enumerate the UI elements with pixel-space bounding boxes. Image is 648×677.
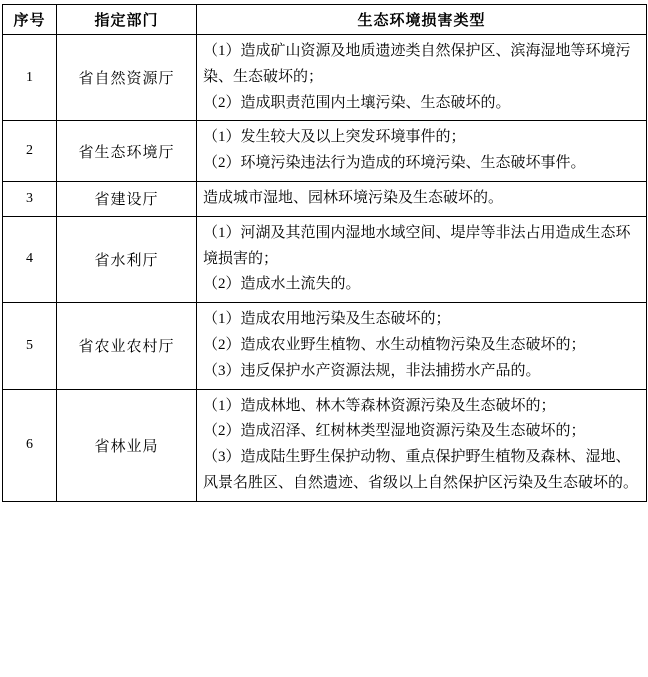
row-damage-types: [197, 303, 647, 389]
damage-item: （3）造成陆生野生保护动物、重点保护野生植物及森林、湿地、风景名胜区、自然遗迹、省级以上自然保护区污染及生态破坏的。: [203, 449, 639, 491]
row-department: 省建设厅: [57, 181, 197, 216]
row-department: 省水利厅: [57, 216, 197, 302]
row-department: 省农业农村厅: [57, 303, 197, 389]
table-row: [3, 216, 647, 302]
row-number: 2: [3, 121, 57, 182]
damage-item: （1）造成矿山资源及地质遗迹类自然保护区、滨海湿地等环境污染、生态破坏的；: [203, 43, 631, 85]
table-body: [3, 35, 647, 502]
row-damage-types: [197, 35, 647, 121]
ecological-damage-table: [2, 4, 647, 502]
table-header-row: [3, 5, 647, 35]
table-row: [3, 303, 647, 389]
row-number: 4: [3, 216, 57, 302]
table-row: [3, 389, 647, 501]
table-header: [3, 5, 647, 35]
table-row: [3, 181, 647, 216]
table-row: [3, 121, 647, 182]
damage-item: （2）环境污染违法行为造成的环境污染、生态破坏事件。: [203, 155, 586, 172]
damage-item: （2）造成沼泽、红树林类型湿地资源污染及生态破坏的；: [203, 423, 586, 440]
damage-item: 造成城市湿地、园林环境污染及生态破坏的。: [203, 189, 504, 206]
damage-item: （2）造成职责范围内土壤污染、生态破坏的。: [203, 94, 511, 111]
row-damage-types: [197, 121, 647, 182]
row-number: 5: [3, 303, 57, 389]
damage-item: （3）违反保护水产资源法规，非法捕捞水产品的。: [203, 362, 541, 379]
row-number: 6: [3, 389, 57, 501]
damage-item: （1）发生较大及以上突发环境事件的；: [203, 129, 466, 146]
row-department: 省生态环境厅: [57, 121, 197, 182]
row-department: 省林业局: [57, 389, 197, 501]
damage-item: （1）造成林地、林木等森林资源污染及生态破坏的；: [203, 397, 556, 414]
row-number: 3: [3, 181, 57, 216]
column-header-dept: 指定部门: [57, 5, 197, 35]
row-number: 1: [3, 35, 57, 121]
damage-item: （1）造成农用地污染及生态破坏的；: [203, 311, 451, 328]
table-row: [3, 35, 647, 121]
row-damage-types: [197, 389, 647, 501]
damage-item: （2）造成农业野生植物、水生动植物污染及生态破坏的；: [203, 336, 586, 353]
damage-item: （1）河湖及其范围内湿地水域空间、堤岸等非法占用造成生态环境损害的；: [203, 224, 631, 267]
row-damage-types: [197, 181, 647, 216]
row-department: 省自然资源厅: [57, 35, 197, 121]
row-damage-types: [197, 216, 647, 302]
damage-item: （2）造成水土流失的。: [203, 276, 361, 293]
column-header-type: 生态环境损害类型: [197, 5, 647, 35]
column-header-no: 序号: [3, 5, 57, 35]
